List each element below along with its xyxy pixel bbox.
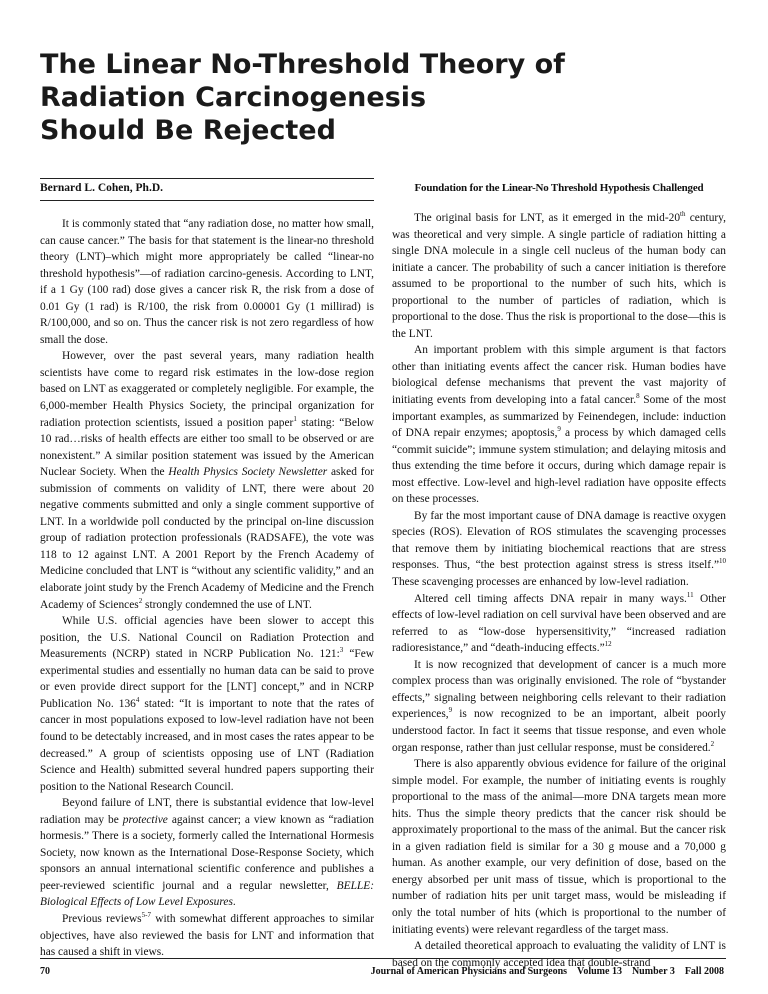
superscript: th <box>680 210 686 219</box>
footnote-ref: 8 <box>636 392 640 401</box>
paragraph-text: stated: “It is important to note that the rates of cancer in most populations exposed to low-level radiation have not been found to be detectably increased, and in most cases the rates appear to be decreased.” A group of scientists opposing use of LNT (Radiation Science and Health) submitted several hundred papers supporting their position to the National Research Council. <box>40 697 374 793</box>
paragraph-text: An important problem with this simple argument is that factors other than initiating events affect the cancer risk. Human bodies have biological defense mechanisms that prevent the vast majority of initiating events from developing into a fatal cancer. <box>392 344 726 407</box>
paragraph <box>40 348 374 613</box>
paragraph <box>40 216 374 348</box>
paragraph <box>392 210 726 342</box>
author-top-rule <box>40 178 374 179</box>
footnote-ref: 3 <box>339 646 344 655</box>
paragraph-text: against cancer; a view known as “radiation hormesis.” There is a society, formerly called the International Hormesis Society, now known as the International Dose-Response Society, which sponsors an annual international scientific conference and publishes a peer-reviewed scientific journal and a regular newsletter, <box>40 813 375 892</box>
newsletter-title: Health Physics Society Newsletter <box>168 466 328 479</box>
footnote-ref: 4 <box>135 696 140 705</box>
paragraph-text: strongly condemned the use of LNT. <box>142 598 312 611</box>
journal-name: Journal of American Physicians and Surgeons <box>370 966 568 977</box>
paragraph-text: These scavenging processes are enhanced by low-level radiation. <box>392 576 689 589</box>
title-line-1: The Linear No-Threshold Theory of <box>40 49 565 80</box>
paragraph-text: asked for submission of comments on validity of LNT, there were about 20 negative comments submitted and only a single comment supportive of LNT. In a worldwide poll conducted by the principal on-line discussion group of radiation protection professionals (RADSAFE), the vote was 118 to 12 against LNT. A 2001 Report by the French Academy of Medicine concluded that LNT is “without any scientific validity,” and an elaborate joint study by the French Academy of Medicine and the French Academy of Sciences <box>40 466 375 611</box>
footnote-ref: 1 <box>293 414 297 423</box>
paragraph <box>392 657 726 756</box>
author-name: Bernard L. Cohen, Ph.D. <box>40 182 163 194</box>
paragraph-text: A detailed theoretical approach to evaluating the validity of LNT is based on the commonly accepted idea that double-strand <box>392 940 726 969</box>
journal-title: BELLE: Biological Effects of Low Level Exposures <box>40 879 374 909</box>
section-heading: Foundation for the Linear-No Threshold Hypothesis Challenged <box>414 182 704 194</box>
footnote-ref: 9 <box>557 425 561 434</box>
paragraph-text: However, over the past several years, many radiation health scientists have come to regard risk estimates in the low-dose region based on LNT as exaggerated or completely negligible. For example, the 6,000-member Health Physics Society, the principal organization for radiation protection scientists, issued a position paper <box>40 350 374 429</box>
paragraph-text: It is commonly stated that “any radiation dose, no matter how small, can cause cancer.” The basis for that statement is the linear-no threshold theory (LNT)–which might more appropriately be called “linear-no threshold hypothesis”—of radiation carcino-genesis. According to LNT, if a 1 Gy (100 rad) dose gives a cancer risk R, the risk from a dose of 0.01 Gy (1 rad) is R/100, the risk from 0.00001 Gy (1 millirad) is R/100,000, and so on. Thus the cancer risk is not zero regardless of how small the dose. <box>40 218 374 346</box>
author-bottom-rule <box>40 200 374 201</box>
footnote-ref: 10 <box>719 557 726 566</box>
paragraph-text: is now recognized to be an important, albeit poorly understood factor. In fact it seems that tissue response, and even whole organ response, rather than just cellular response, must be considered. <box>392 708 726 754</box>
right-column <box>392 210 726 971</box>
paragraph <box>40 613 374 795</box>
journal-number: Number 3 <box>631 966 675 977</box>
title-line-2: Radiation Carcinogenesis <box>40 82 427 113</box>
paragraph-text: a process by which damaged cells “commit suicide”; immune system stimulation; and delaying mitosis and thus extending the time before it occurs, during which damage repair is most effective. Low-level and high-level radiation have opposite effects on these processes. <box>392 427 726 506</box>
footnote-ref: 12 <box>604 640 612 649</box>
paragraph-text: While U.S. official agencies have been slower to accept this position, the U.S. National Council on Radiation Protection and Measurements (NCRP) stated in NCRP Publication No. 121: <box>40 615 374 661</box>
paragraph-text: Beyond failure of LNT, there is substantial evidence that low-level radiation may be <box>40 797 374 826</box>
journal-date: Fall 2008 <box>684 966 724 977</box>
paragraph-text: . <box>232 896 236 909</box>
paragraph <box>392 342 726 507</box>
footnote-ref: 2 <box>138 596 143 605</box>
page-number: 70 <box>40 966 50 977</box>
paragraph <box>392 591 726 657</box>
paragraph-text: “Few experimental studies and essentially no human data can be said to prove or even provide direct support for the [LNT] concept,” and in NCRP Publication No. 136 <box>40 648 374 710</box>
paragraph-text: stating: “Below 10 rad…risks of health effects are either too small to be observed or are nonexistent.” A similar position statement was issued by the American Nuclear Society. When the <box>40 416 374 479</box>
paragraph-text: with somewhat different approaches to similar objectives, have also reviewed the basis for LNT and information that has caused a shift in views. <box>40 912 374 959</box>
paragraph-text: By far the most important cause of DNA damage is reactive oxygen species (ROS). Elevation of ROS stimulates the scavenging processes that remove them by initiating biochemical reactions that are stress responses. Thus, “the best protection against stress is stress itself.” <box>392 509 726 572</box>
paragraph <box>40 795 374 911</box>
title-line-3: Should Be Rejected <box>40 115 336 146</box>
paragraph <box>392 756 726 938</box>
paragraph-text: Previous reviews <box>62 912 142 925</box>
footnote-ref: 9 <box>448 706 453 715</box>
paragraph-text: Some of the most important examples, as summarized by Feinendegen, include: induction of DNA repair enzymes; apoptosis, <box>392 394 726 440</box>
paragraph-text: It is now recognized that development of cancer is a much more complex process than was originally envisioned. The role of “bystander effects,” signaling between neighboring cells relevant to their radiation experiences, <box>392 658 726 721</box>
paragraph-text: Other effects of low-level radiation on cell survival have been observed and are referred to as “low-dose hypersensitivity,” “increased radiation radioresistance,” and “death-inducing effects.” <box>392 592 726 655</box>
journal-volume: Volume 13 <box>577 966 622 977</box>
paragraph-text: Altered cell timing affects DNA repair in many ways. <box>414 592 687 605</box>
left-column <box>40 216 374 961</box>
emphasis: protective <box>122 813 168 826</box>
footnote-ref: 11 <box>686 590 694 599</box>
paragraph-text: There is also apparently obvious evidence for failure of the original simple model. For example, the number of initiating events is roughly proportional to the mass of the animal—more DNA targets mean more hits. Thus the simple theory predicts that the cancer risk should be approximately proportional to the mass of the animal. But the cancer risk in a given radiation field is similar for a 30 g mouse and a 70,000 g human. As another example, our very definition of dose, based on the energy absorbed per unit mass of tissue, which is proportional to the number of radiation hits per unit target mass, would be misleading if only the total number of hits (which is proportional to the number of initiating events) were relevant regardless of the target mass. <box>392 758 726 936</box>
footer-rule <box>40 958 726 959</box>
footnote-ref: 5-7 <box>141 911 151 920</box>
journal-footer <box>371 966 724 977</box>
paragraph-text: The original basis for LNT, as it emerged in the mid-20 <box>414 212 681 224</box>
paragraph <box>392 508 726 591</box>
paragraph-text: century, was theoretical and very simple. A single particle of radiation hitting a single DNA molecule in a single cell nucleus of the human body can initiate a cancer. The probability of such a cancer initiation is therefore assumed to be proportional to the number of such hits, which is proportional to the number of particles of radiation, which is proportional to the dose. Thus the risk is proportional to the dose—this is the LNT. <box>392 212 726 340</box>
paragraph <box>40 911 374 961</box>
footnote-ref: 2 <box>710 739 715 748</box>
article-title <box>40 48 740 147</box>
